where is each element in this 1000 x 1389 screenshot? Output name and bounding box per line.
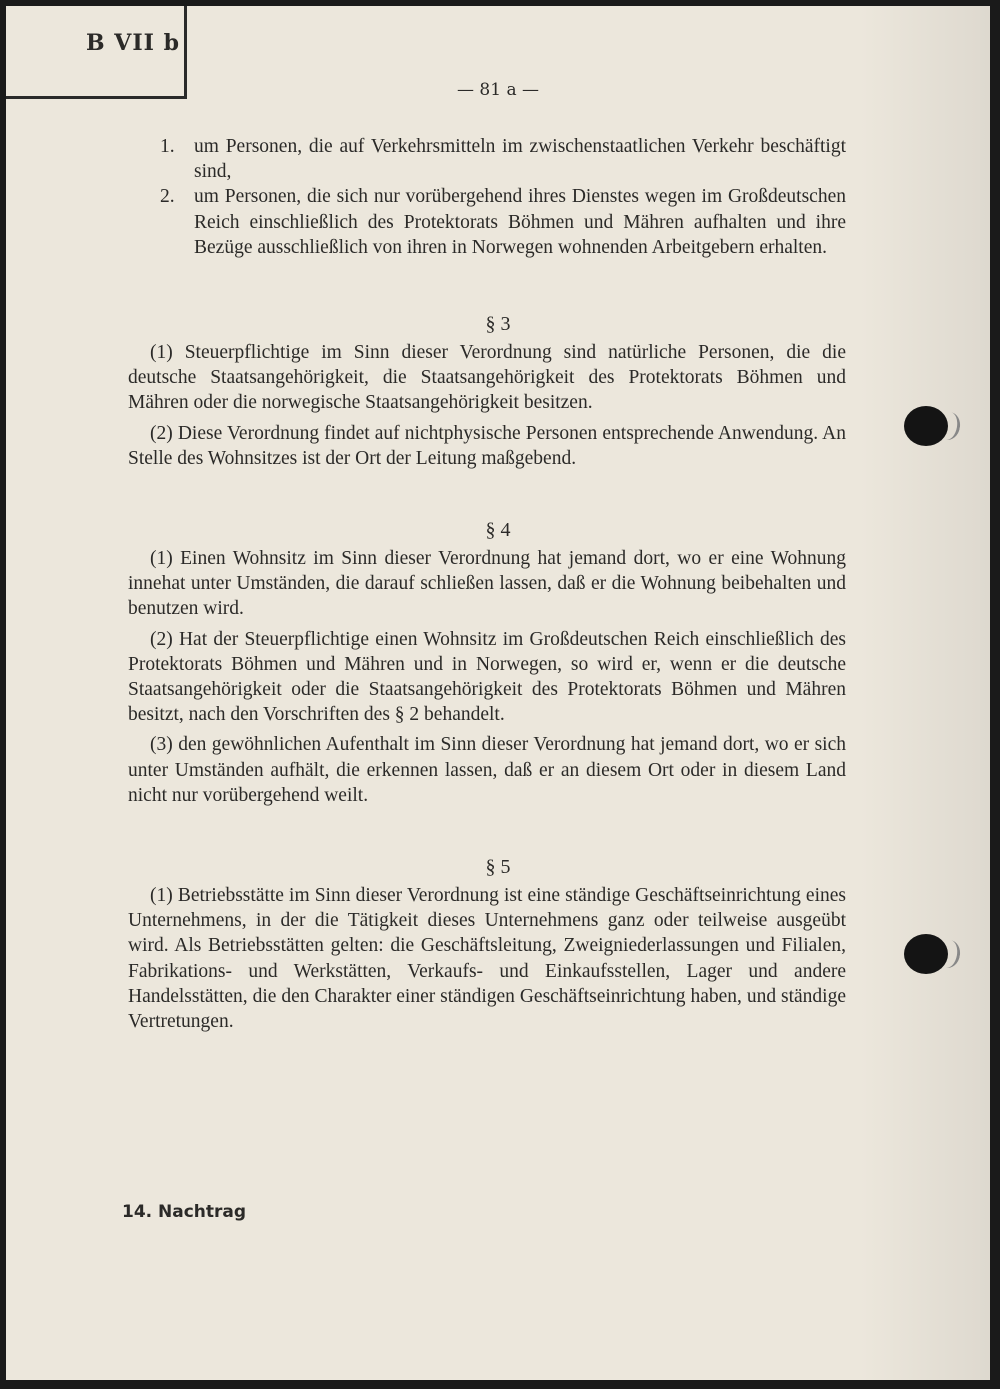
list-item: [128, 184, 846, 260]
paragraph: (1) Einen Wohnsitz im Sinn dieser Verordnung hat jemand dort, wo er eine Wohnung innehat unter Umständen, die darauf schließen lassen, daß er die Wohnung beibehalten und benutzen wird.: [128, 548, 846, 620]
punch-hole: [904, 406, 948, 446]
section-3-body: [128, 340, 846, 476]
paragraph: (2) Hat der Steuerpflichtige einen Wohnsitz im Großdeutschen Reich einschließlich des Protektorats Böhmen und Mähren und in Norwegen, so wird er, wenn er die deutsche Staatsangehörigkeit oder die Staatsangehörigkeit des Protektorats Böhmen und Mähren besitzt, nach den Vorschriften des § 2 behandelt.: [128, 628, 846, 726]
page-edge-shading: [860, 6, 990, 1380]
section-heading-3: § 3: [485, 313, 511, 335]
section-heading-5: § 5: [485, 856, 511, 878]
paragraph: (2) Diese Verordnung findet auf nichtphysische Personen entsprechende Anwendung. An Stelle des Wohnsitzes ist der Ort der Leitung maßgebend.: [128, 422, 846, 469]
list-item-text: um Personen, die auf Verkehrsmitteln im zwischenstaatlichen Verkehr beschäftigt sind,: [194, 136, 846, 183]
punch-hole: [904, 934, 948, 974]
list-item-number: 2.: [160, 186, 175, 208]
paragraph: (1) Steuerpflichtige im Sinn dieser Verordnung sind natürliche Personen, die die deutsche Staatsangehörigkeit, die Staatsangehörigkeit des Protektorats Böhmen und Mähren oder die norwegische Staatsangehörigkeit besitzen.: [128, 342, 846, 414]
paragraph: (1) Betriebsstätte im Sinn dieser Verordnung ist eine ständige Geschäftseinrichtung eines Unternehmens, in der die Tätigkeit dieses Unternehmens ganz oder teilweise ausgeübt wird. Als Betriebsstätten gelten: die Geschäftsleitung, Zweigniederlassungen und Filialen, Fabrikations- und Werkstätten, Verkaufs- und Einkaufsstellen, Lager und andere Handelsstätten, die den Charakter einer ständigen Geschäftseinrichtung haben, und ständige Vertretungen.: [128, 885, 846, 1033]
section-5-body: [128, 883, 846, 1039]
list-item-text: um Personen, die sich nur vorübergehend ihres Dienstes wegen im Großdeutschen Reich einschließlich des Protektorats Böhmen und Mähren aufhalten und ihre Bezüge ausschließlich von ihren in Norwegen wohnenden Arbeitgebern erhalten.: [194, 186, 846, 258]
document-page: [6, 6, 990, 1380]
page-number: — 81 a —: [457, 80, 539, 100]
register-tab-label: B VII b: [86, 30, 180, 56]
section-heading-4: § 4: [485, 519, 511, 541]
paragraph: (3) den gewöhnlichen Aufenthalt im Sinn dieser Verordnung hat jemand dort, wo er sich unter Umständen aufhält, die erkennen lassen, daß er an diesem Ort oder in diesem Land nicht nur vorübergehend weilt.: [128, 734, 846, 806]
numbered-list: [128, 134, 846, 260]
list-item: [128, 134, 846, 184]
section-4-body: [128, 546, 846, 813]
supplement-label: 14. Nachtrag: [122, 1202, 247, 1222]
list-item-number: 1.: [160, 136, 175, 157]
